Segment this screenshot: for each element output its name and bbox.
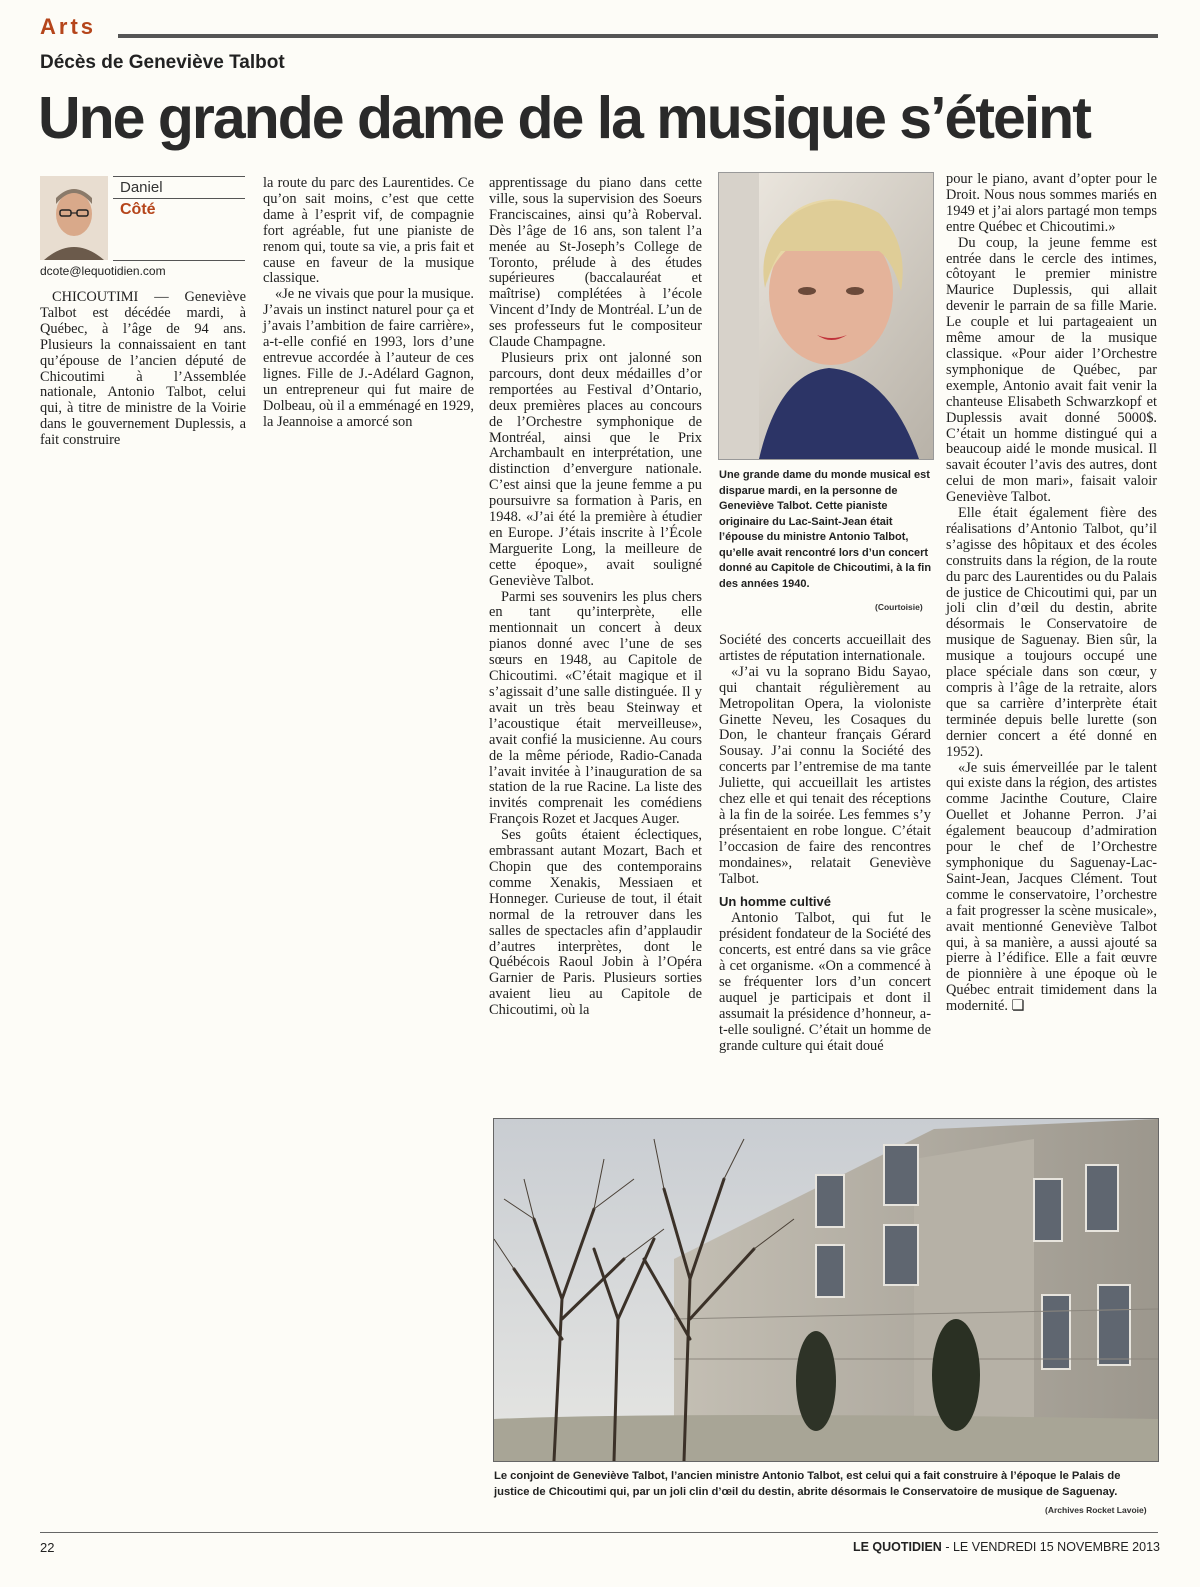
paragraph: pour le piano, avant d’opter pour le Droit. Nous nous sommes mariés en 1949 et j’ai alors partagé mon temps entre Québec et Chicoutimi.»: [946, 171, 1157, 235]
building-caption: Le conjoint de Geneviève Talbot, l’ancien ministre Antonio Talbot, est celui qui a fait construire à l’époque le Palais de justice de Chicoutimi qui, par un joli clin d’œil du destin, abrite désormais le Conservatoire de musique de Saguenay.: [494, 1470, 1121, 1498]
headline: Une grande dame de la musique s’éteint: [38, 85, 1090, 151]
portrait-caption: Une grande dame du monde musical est disparue mardi, en la personne de Geneviève Talbot. Cette pianiste originaire du Lac-Saint-Jean était l’épouse du ministre Antonio Talbot, qu’elle avait rencontré lors d’un concert donné au Capitole de Chicoutimi, à la fin des années 1940.: [719, 469, 932, 590]
paragraph: Du coup, la jeune femme est entrée dans le cercle des intimes, côtoyant le premier ministre Maurice Duplessis, qui allait devenir le parrain de sa fille Marie. Le couple et lui partageaient un même amour de la musique classique. «Pour aider l’Orchestre symphonique de Québec, par exemple, Antonio avait fait venir la chanteuse Elisabeth Schwarzkopf et Duplessis avait donné 5000$. C’était un homme distingué qui a beaucoup aidé le monde musical. Il savait écouter l’avis des autres, dont celui de mon mari», faisait valoir Geneviève Talbot.: [946, 234, 1157, 506]
article-column-5: [946, 172, 1157, 1015]
paragraph: «Je suis émerveillée par le talent qui existe dans la région, des artistes comme Jacinthe Couture, Claire Ouellet et Johanne Perron. J’ai également beaucoup d’admiration pour le chef de l’Orchestre symphonique du Saguenay-Lac-Saint-Jean, Jacques Clément. Tout comme le conservatoire, l’orchestre a fait progresser la scène musicale», avait mentionné Geneviève Talbot qui, à sa manière, a aussi ajouté sa pierre à l’édifice. Elle a fait œuvre de pionnière à une époque où le Québec entrait timidement dans la modernité. ❏: [946, 759, 1157, 1015]
byline: [40, 176, 245, 264]
paragraph: «Je ne vivais que pour la musique. J’avais un instinct naturel pour ça et j’avais l’ambition de faire carrière», a-t-elle confié en 1993, lors d’une entrevue accordée à l’auteur de ces lignes. Fille de J.-Adélard Gagnon, un entrepreneur qui fut maire de Dolbeau, où il a emménagé en 1929, la Jeannoise a amorcé son: [263, 286, 474, 430]
paragraph: la route du parc des Laurentides. Ce qu’on sait moins, c’est que cette dame à l’esprit vif, de compagnie fort agréable, fut une pianiste de renom qui, toute sa vie, a pris fait et cause en faveur de la musique classique.: [263, 175, 474, 287]
paragraph: CHICOUTIMI — Geneviève Talbot est décédée mardi, à Québec, à l’âge de 94 ans. Plusieurs la connaissaient en tant qu’épouse de l’ancien député de Chicoutimi à l’Assemblée nationale, Antonio Talbot, celui qui, à titre de ministre de la Voirie dans le gouvernement Duplessis, a fait construire: [40, 289, 246, 449]
author-first-name: Daniel: [120, 179, 163, 196]
paragraph: «J’ai vu la soprano Bidu Sayao, qui chantait régulièrement au Metropolitan Opera, la violoniste Ginette Neveu, les Cosaques du Don, le chanteur français Gérard Sousay. J’ai connu la Société des concerts par l’entremise de ma tante Juliette, qui accueillait les artistes chez elle et qui tenait des réceptions à la fin de la soirée. Les femmes s’y présentaient en robe longue. C’était l’occasion de faire des rencontres mondaines», relatait Geneviève Talbot.: [719, 663, 931, 887]
footer-rule: [40, 1532, 1158, 1533]
article-column-1: [40, 290, 246, 449]
section-label: Arts: [40, 14, 97, 39]
building-photo: [493, 1118, 1159, 1462]
portrait-icon: [719, 173, 933, 459]
publication-date: - LE VENDREDI 15 NOVEMBRE 2013: [945, 1540, 1160, 1554]
paragraph: apprentissage du piano dans cette ville, sous la supervision des Soeurs Franciscaines, ainsi qu’à Roberval. Dès l’âge de 16 ans, son talent l’a menée au St-Joseph’s College de Toronto, prélude à des études supérieures (baccalauréat et maîtrise) complétées à l’école Vincent d’Indy de Montréal. L’un de ses professeurs fut le compositeur Claude Champagne.: [489, 175, 702, 351]
paragraph: Antonio Talbot, qui fut le président fondateur de la Société des concerts, est entré dans sa vie grâce à cet organisme. «On a commencé à se fréquenter lors d’un concert auquel je participais et dont il assumait la présidence d’honneur, a-t-elle souligné. C’était un homme de grande culture qui était doué: [719, 910, 931, 1054]
paragraph: Parmi ses souvenirs les plus chers en tant qu’interprète, elle mentionnait un concert à deux pianos donné avec l’une de ses sœurs en 1948, au Capitole de Chicoutimi. «C’était magique et il s’agissait d’une salle distinguée. Il y avait un très beau Steinway et l’acoustique était merveilleuse», avait confié la musicienne. Au cours de la même période, Radio-Canada l’avait invitée à l’inauguration de sa station de la rue Racine. La liste des invités comprenait les comédiens François Rozet et Jacques Auger.: [489, 588, 702, 828]
footer-publication: [853, 1540, 1160, 1554]
portrait-credit: (Courtoisie): [875, 602, 923, 612]
article-column-2: [263, 176, 474, 431]
portrait-photo: [718, 172, 934, 460]
courthouse-icon: [494, 1119, 1158, 1461]
author-last-name: Côté: [120, 201, 156, 218]
kicker: Décès de Geneviève Talbot: [40, 52, 285, 73]
subheading: Un homme cultivé: [719, 893, 831, 909]
author-photo-icon: [40, 176, 108, 260]
byline-rule-mid: [113, 198, 245, 199]
paragraph: Ses goûts étaient éclectiques, embrassant autant Mozart, Bach et Chopin que des contemporains comme Xenakis, Messiaen et Honneger. Curieuse de tout, il était normal de la retrouver dans les salles de spectacles afin d’applaudir d’autres interprètes, dont le Québécois Raoul Jobin à l’Opéra Garnier de Paris. Plusieurs sorties avaient lieu au Capitole de Chicoutimi, où la: [489, 827, 702, 1019]
article-column-3: [489, 176, 702, 1019]
byline-rule-top: [113, 176, 245, 177]
byline-rule-bottom: [113, 260, 245, 261]
article-column-4: [719, 633, 931, 1055]
paragraph: Société des concerts accueillait des artistes de réputation internationale.: [719, 632, 931, 664]
building-credit: (Archives Rocket Lavoie): [1045, 1505, 1147, 1515]
section-rule: [40, 34, 1158, 38]
paragraph: Elle était également fière des réalisations d’Antonio Talbot, qu’il s’agisse des hôpitaux et des écoles construits dans la région, de la route du parc des Laurentides ou du Palais de justice de Chicoutimi qui, par un joli clin d’œil du destin, abrite désormais le Conservatoire de musique de Saguenay. Bien sûr, la musique a toujours occupé une place spéciale dans son cœur, y compris à l’âge de la retraite, alors que sa carrière d’interprète était terminée depuis belle lurette (son dernier concert a été donné en 1952).: [946, 505, 1158, 760]
publication-name: LE QUOTIDIEN: [852, 1540, 942, 1554]
paragraph: Plusieurs prix ont jalonné son parcours, dont deux médailles d’or remportées au Festival d’Ontario, deux premières places au concours de l’Orchestre symphonique de Montréal, ainsi que le Prix Archambault en interprétation, une distinction d’envergure nationale. C’est ainsi que la jeune femme a pu poursuivre sa formation à Paris, en 1948. «J’ai été la première à étudier en Europe. J’étais inscrite à l’École Marguerite Long, la meilleure de cette époque», avait souligné Geneviève Talbot.: [489, 349, 702, 589]
author-email-link[interactable]: dcote@lequotidien.com: [40, 264, 166, 278]
page-number: 22: [40, 1540, 55, 1555]
